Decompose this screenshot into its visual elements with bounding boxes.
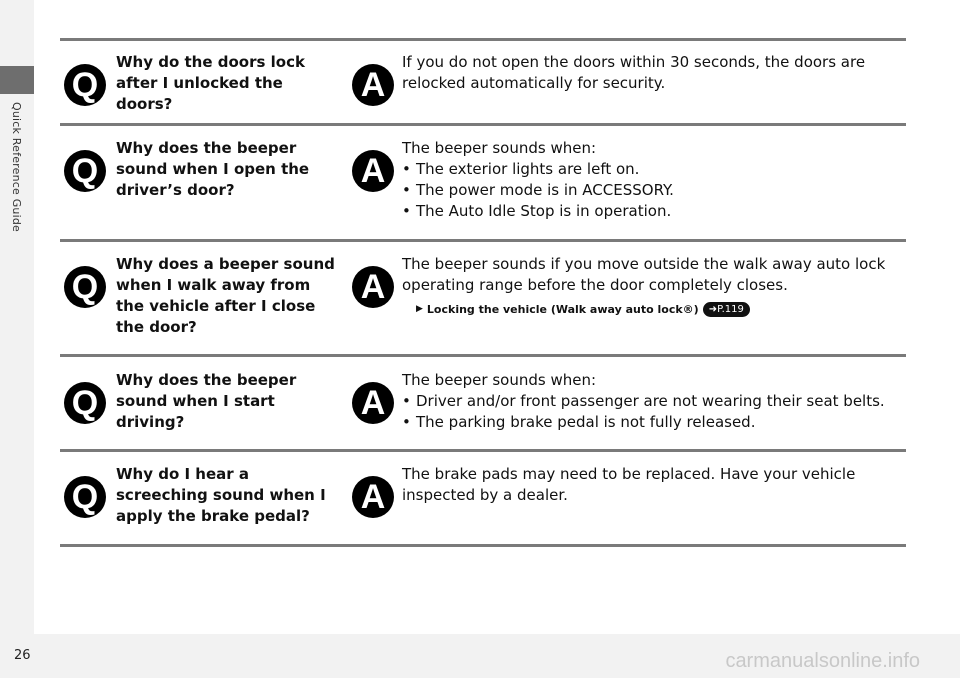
- question-icon: Q: [64, 64, 106, 106]
- bullet-item: • Driver and/or front passenger are not wearing their seat belts.: [402, 391, 902, 412]
- arrow-right-icon: ➜: [708, 304, 718, 315]
- reference-arrow-icon: ▶: [416, 304, 423, 314]
- answer-text: The beeper sounds if you move outside the walk away auto lock operating range before the door completely closes.: [402, 255, 886, 294]
- question-icon: Q: [64, 150, 106, 192]
- bullet-list: [402, 159, 902, 222]
- bullet-item: • The power mode is in ACCESSORY.: [402, 180, 902, 201]
- question-text: Why do the doors lock after I unlocked the doors?: [116, 53, 305, 113]
- page-reference: P.119: [717, 304, 744, 315]
- cross-reference-link[interactable]: [402, 299, 902, 320]
- answer-block: [402, 254, 902, 320]
- answer-block: [402, 138, 902, 222]
- page-number: 26: [14, 648, 31, 663]
- page-reference-pill[interactable]: [703, 302, 750, 317]
- section-tab-marker: [0, 66, 34, 94]
- divider: [60, 544, 906, 547]
- question-text: Why does the beeper sound when I open the driver’s door?: [116, 139, 310, 199]
- answer-icon: A: [352, 150, 394, 192]
- question-text: Why do I hear a screeching sound when I apply the brake pedal?: [116, 465, 326, 525]
- question-icon: Q: [64, 476, 106, 518]
- answer-icon: A: [352, 266, 394, 308]
- divider: [60, 123, 906, 126]
- question-icon: Q: [64, 382, 106, 424]
- divider: [60, 449, 906, 452]
- answer-text: If you do not open the doors within 30 seconds, the doors are relocked automatically for security.: [402, 53, 866, 92]
- divider: [60, 38, 906, 41]
- answer-icon: A: [352, 64, 394, 106]
- watermark: carmanualsonline.info: [725, 650, 920, 672]
- answer-icon: A: [352, 382, 394, 424]
- question-icon: Q: [64, 266, 106, 308]
- divider: [60, 239, 906, 242]
- answer-icon: A: [352, 476, 394, 518]
- bullet-item: • The parking brake pedal is not fully released.: [402, 412, 902, 433]
- question-text: Why does the beeper sound when I start driving?: [116, 371, 297, 431]
- answer-text: The beeper sounds when:: [402, 139, 597, 157]
- bullet-item: • The Auto Idle Stop is in operation.: [402, 201, 902, 222]
- bullet-item: • The exterior lights are left on.: [402, 159, 902, 180]
- reference-text: Locking the vehicle (Walk away auto lock®): [426, 303, 699, 316]
- answer-text: The beeper sounds when:: [402, 371, 597, 389]
- bullet-list: [402, 391, 902, 433]
- section-label: Quick Reference Guide: [10, 102, 23, 232]
- answer-text: The brake pads may need to be replaced. Have your vehicle inspected by a dealer.: [402, 465, 856, 504]
- divider: [60, 354, 906, 357]
- answer-block: [402, 370, 902, 433]
- question-text: Why does a beeper sound when I walk away from the vehicle after I close the door?: [116, 255, 335, 336]
